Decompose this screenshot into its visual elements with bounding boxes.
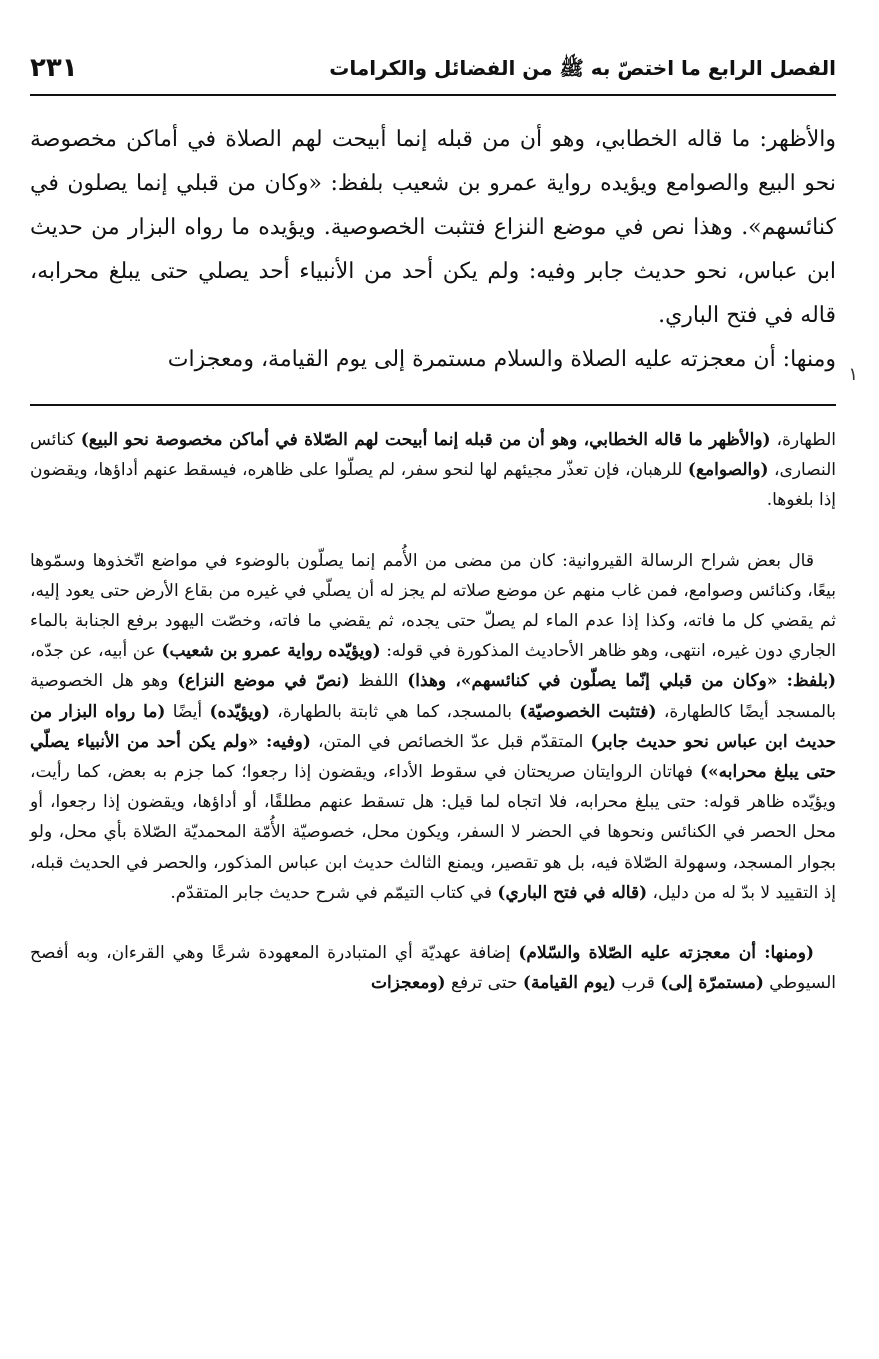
commentary-run: قال بعض شراح الرسالة القيروانية: كان من مضى من الأُمم إنما يصلّون بالوضوء في مواضع اتّخذوها وسمّوها بيعًا، وكنائس وصوامع، فمن غاب منهم عن موضع صلاته لم يجز له أن يصلّي في غيره من بقاع الأرض حتى يعود إليه، ثم يقضي كل ما فاته، وكذا إذا عدم الماء لم يصلّ حتى يجده، ثم يقضي ما فاته، وخصّت اليهود برفع الجنابة بالماء الجاري دون غيره، انتهى، وهو ظاهر الأحاديث المذكورة في قوله: xyxy=(30,550,836,662)
commentary-run: الطهارة، xyxy=(770,430,836,450)
commentary-run: اللفظ xyxy=(349,671,408,692)
quoted-main-text: (ويؤيّده رواية عمرو بن شعيب) xyxy=(161,641,381,662)
commentary-run: كنائس النصارى، xyxy=(30,430,836,481)
quoted-main-text: (وفيه: «ولم يكن أحد من الأنبياء يصلّي حتى يبلغ محرابه») xyxy=(30,731,836,783)
main-text xyxy=(30,118,836,382)
main-text-paragraph: والأظهر: ما قاله الخطابي، وهو أن من قبله إنما أبيحت لهم الصلاة في أماكن مخصوصة نحو البيع والصوامع ويؤيده رواية عمرو بن شعيب بلفظ: «وكان من قبلي إنما يصلون في كنائسهم». وهذا نص في موضع النزاع فتثبت الخصوصية. ويؤيده ما رواه البزار من حديث ابن عباس، نحو حديث جابر وفيه: ولم يكن أحد من الأنبياء أحد يصلي حتى يبلغ محرابه، قاله في فتح الباري. xyxy=(30,127,836,328)
quoted-main-text: (بلفظ: «وكان من قبلي إنّما يصلّون في كنائسهم»، وهذا) xyxy=(407,671,836,692)
quoted-main-text: (ما رواه البزار من حديث ابن عباس نحو حديث جابر) xyxy=(30,701,837,752)
commentary-paragraph xyxy=(30,938,836,998)
chapter-title: الفصل الرابع ما اختصّ به ﷺ من الفضائل والكرامات xyxy=(329,56,836,80)
commentary-paragraph xyxy=(30,425,836,516)
commentary-run: بالمسجد، كما هي ثابتة بالطهارة، xyxy=(269,701,520,722)
commentary-paragraph xyxy=(30,546,836,908)
commentary-run: أيضًا xyxy=(165,701,210,722)
commentary-run: للرهبان، فإن تعذّر مجيئهم لها لنحو سفر، لم يصلّوا على ظاهره، فيسقط عنهم أداؤها، ويقضون إذا بلغوها. xyxy=(30,460,836,511)
quoted-main-text: (والأظهر ما قاله الخطابي، وهو أن من قبله إنما أبيحت لهم الصّلاة في أماكن مخصوصة نحو البيع) xyxy=(80,430,771,450)
commentary-run: في كتاب التيمّم في شرح حديث جابر المتقدّم. xyxy=(170,882,498,903)
page-number: ٢٣١ xyxy=(30,53,78,83)
quoted-main-text: (ويؤيّده) xyxy=(209,701,270,722)
commentary-text xyxy=(30,425,836,998)
quoted-main-text: (يوم القيامة) xyxy=(522,973,616,994)
paragraph-gap xyxy=(30,908,836,938)
quoted-main-text: (نصّ في موضع النزاع) xyxy=(177,671,350,692)
quoted-main-text: (قاله في فتح الباري) xyxy=(497,882,648,903)
commentary-run: حتى ترفع xyxy=(445,973,523,994)
commentary-run: قرب xyxy=(615,973,661,994)
quoted-main-text: (ومنها: أن معجزته عليه الصّلاة والسّلام) xyxy=(518,943,814,964)
commentary-run: إضافة عهديّة أي المتبادرة المعهودة شرعًا وهي القرءان، وبه أفصح السيوطي xyxy=(30,943,836,994)
separator-rule xyxy=(30,404,836,406)
quoted-main-text: (والصوامع) xyxy=(687,460,769,481)
quoted-main-text: (فتثبت الخصوصيّة) xyxy=(519,701,657,722)
running-header xyxy=(30,50,836,86)
header-rule xyxy=(30,94,836,96)
commentary-run: عن أبيه، عن جدّه، xyxy=(30,641,162,662)
commentary-run: فهاتان الروايتان صريحتان في سقوط الأداء، ويقضون إذا رجعوا؛ كما جزم به بعض، كما رأيت، ويؤيّده ظاهر قوله: حتى يبلغ محرابه، فلا اتجاه لما قيل: هل تسقط عنهم مطلقًا، أو أداؤها، ويقضون إذا رجعوا، أو محل الحصر في الكنائس ونحوها في الحضر لا السفر، ويكون محل، خصوصيّة الأُمّة المحمديّة الصّلاة بأي محل، ولو بجوار المسجد، وسهولة الصّلاة فيه، بل هو تقصير، ويمنع الثالث حديث ابن عباس المذكور، والحصر في الحديث قبله، إذ التقييد لا بدّ له من دليل، xyxy=(30,762,836,903)
book-page xyxy=(30,0,858,1359)
margin-note-marker: ١ xyxy=(848,364,858,385)
main-text-paragraph: ومنها: أن معجزته عليه الصلاة والسلام مستمرة إلى يوم القيامة، ومعجزات xyxy=(167,347,836,372)
quoted-main-text: (مستمرّة إلى) xyxy=(660,973,764,994)
quoted-main-text: (ومعجزات xyxy=(370,973,446,994)
paragraph-gap xyxy=(30,516,836,546)
commentary-run: المتقدّم قبل عدّ الخصائص في المتن، xyxy=(310,731,591,752)
commentary-run: وهو هل الخصوصية بالمسجد أيضًا كالطهارة، xyxy=(30,671,837,722)
